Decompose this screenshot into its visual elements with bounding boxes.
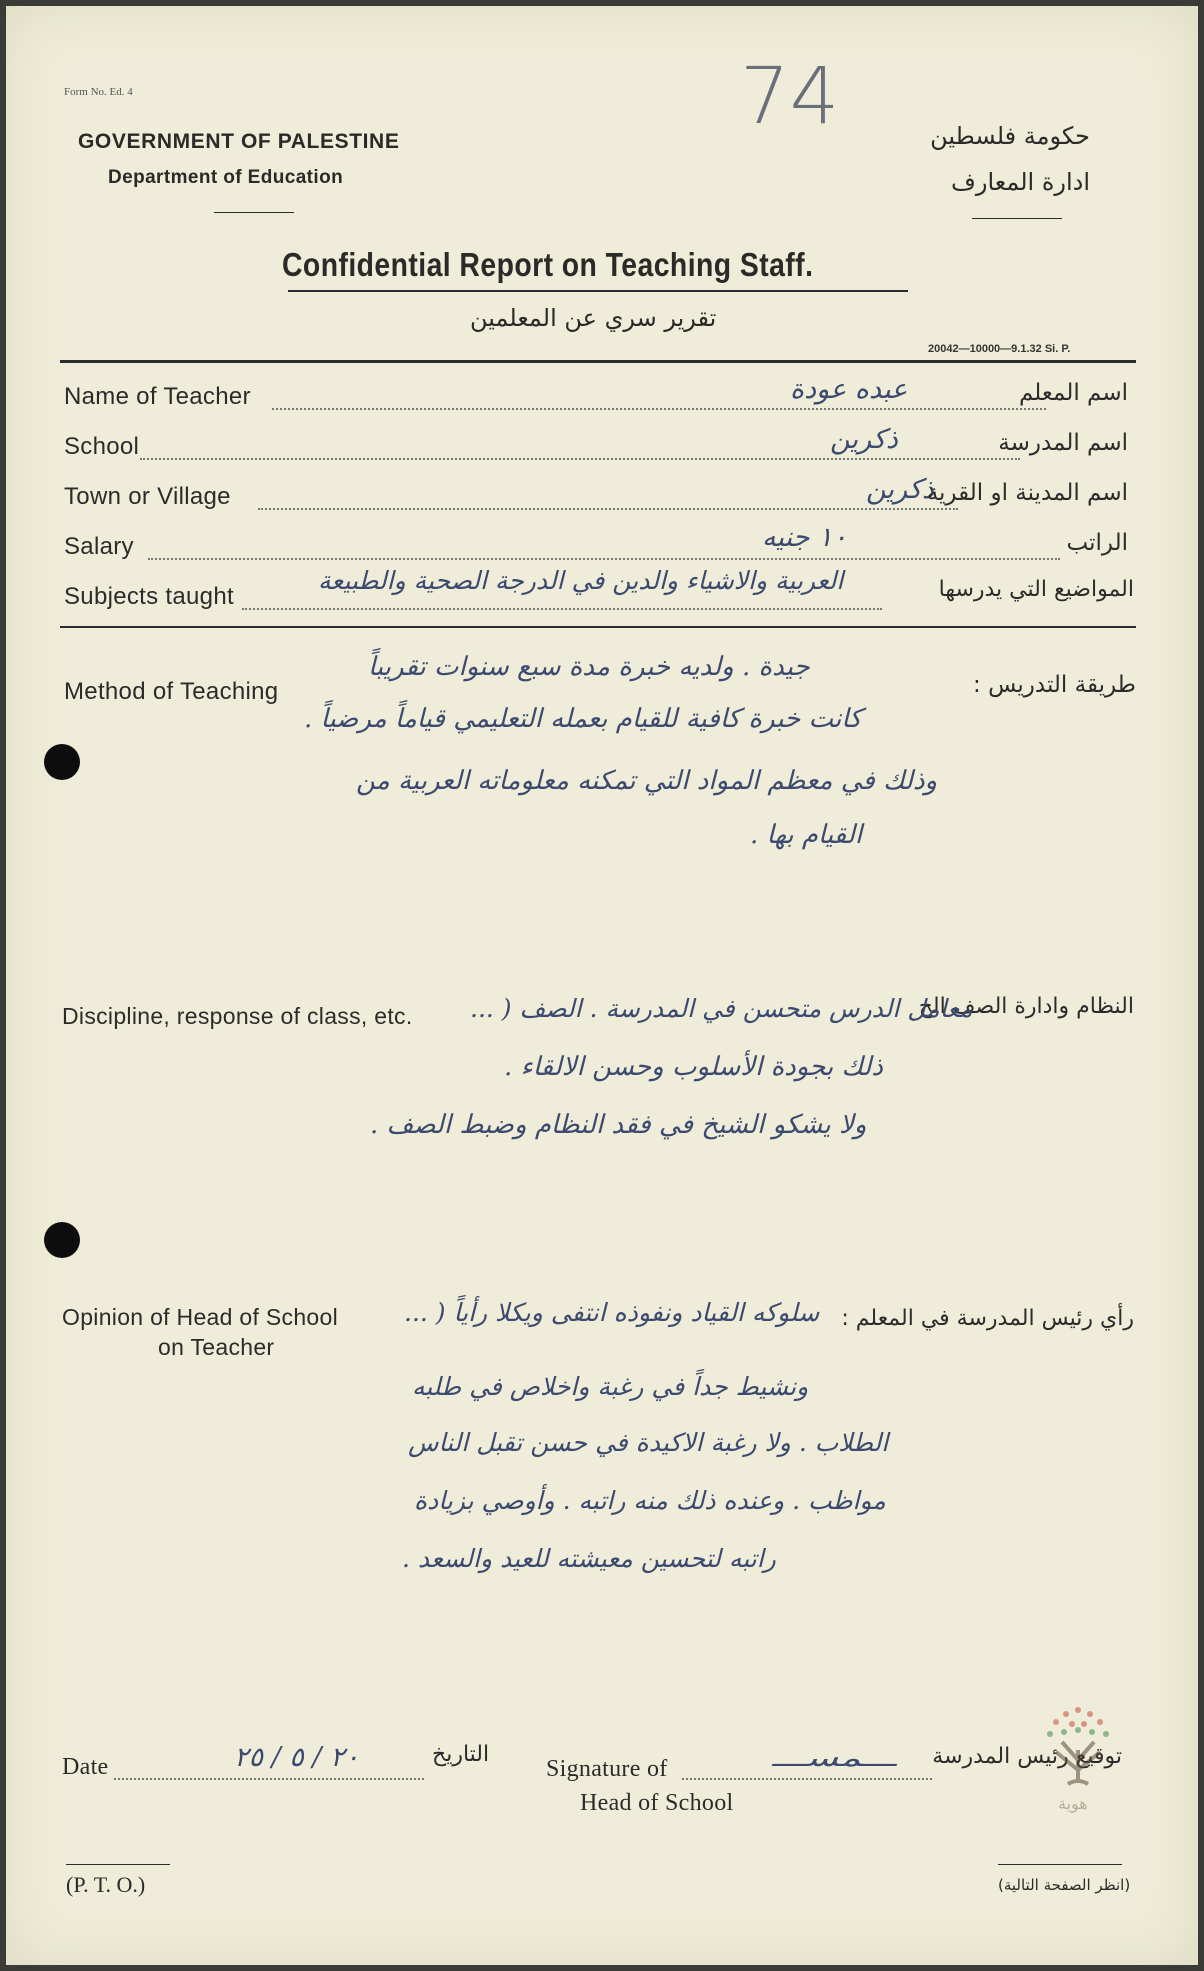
pto-en: (P. T. O.): [66, 1872, 146, 1897]
footer-rule-right: [998, 1864, 1122, 1865]
field-dotted-line: [258, 508, 958, 510]
print-code: 20042—10000—9.1.32 Si. P.: [928, 343, 1071, 355]
section-rule-fields: [60, 626, 1136, 628]
department-title-ar: ادارة المعارف: [950, 168, 1090, 196]
signature-label-ar: توقيع رئيس المدرسة: [932, 1744, 1122, 1769]
title-underline: [288, 290, 908, 292]
field-dotted-line: [242, 608, 882, 610]
field-label-en: Salary: [64, 533, 134, 560]
field-value-handwritten: ذكرين: [830, 424, 898, 455]
report-title-ar: تقرير سري عن المعلمين: [470, 304, 717, 332]
field-value-handwritten: العربية والاشياء والدين في الدرجة الصحية والطبيعة: [318, 566, 844, 595]
date-value-handwritten: ٢٠ / ٥ / ٢٥: [234, 1742, 360, 1773]
discipline-line-3: ولا يشكو الشيخ في فقد النظام وضبط الصف .: [370, 1110, 867, 1140]
opinion-line-5: راتبه لتحسين معيشته للعيد والسعد .: [402, 1544, 776, 1573]
field-label-en: Subjects taught: [64, 583, 234, 610]
field-label-ar: اسم المدينة او القرية: [926, 480, 1128, 506]
field-label-en: Town or Village: [64, 483, 231, 510]
signature-label-en-2: Head of School: [580, 1790, 734, 1816]
opinion-line-2: ونشيط جداً في رغبة واخلاص في طلبه: [412, 1372, 809, 1401]
watermark-logo: [1028, 1700, 1128, 1830]
field-label-en: School: [64, 433, 140, 460]
field-dotted-line: [140, 458, 1020, 460]
signature-dotted-line: [682, 1778, 932, 1780]
field-label-en: Name of Teacher: [64, 383, 251, 410]
method-line-1: جيدة . ولديه خبرة مدة سبع سنوات تقريباً: [368, 652, 810, 682]
opinion-label-en-2: on Teacher: [158, 1334, 275, 1360]
signature-label-en-1: Signature of: [546, 1756, 668, 1782]
pto-ar: (انظر الصفحة التالية): [998, 1876, 1131, 1894]
field-value-handwritten: عبده عودة: [790, 374, 908, 405]
footer-rule-left: [66, 1864, 170, 1865]
date-label-en: Date: [62, 1754, 109, 1780]
signature-scribble: ـــمســـ: [772, 1744, 896, 1772]
discipline-label-ar: النظام وادارة الصف الخ: [918, 994, 1134, 1019]
document-page: [6, 6, 1198, 1965]
report-title-en: Confidential Report on Teaching Staff.: [282, 246, 814, 283]
field-value-handwritten: ذكرين: [866, 474, 934, 505]
date-dotted-line: [114, 1778, 424, 1780]
opinion-line-4: مواظب . وعنده ذلك منه راتبه . وأوصي بزيادة: [414, 1486, 886, 1515]
handwritten-page-number: 74: [740, 52, 840, 142]
date-label-ar: التاريخ: [432, 1742, 490, 1767]
field-label-ar: اسم المعلم: [1019, 380, 1128, 406]
opinion-line-3: الطلاب . ولا رغبة الاكيدة في حسن تقبل الناس: [408, 1428, 889, 1457]
discipline-line-1: معامل الدرس متحسن في المدرسة . الصف ( ...: [470, 994, 973, 1023]
form-number: Form No. Ed. 4: [64, 86, 133, 98]
punch-hole-upper: [44, 744, 80, 780]
government-title-en: GOVERNMENT OF PALESTINE: [78, 130, 400, 153]
method-line-4: القيام بها .: [750, 820, 863, 850]
government-title-ar: حكومة فلسطين: [930, 122, 1090, 150]
header-short-rule-right: [972, 218, 1062, 219]
field-label-ar: اسم المدرسة: [998, 430, 1128, 456]
method-label-ar: طريقة التدريس :: [973, 672, 1136, 698]
method-line-3: وذلك في معظم المواد التي تمكنه معلوماته العربية من: [356, 766, 938, 796]
opinion-line-1: سلوكه القياد ونفوذه انتفى ويكلا رأياً ( ...: [404, 1298, 820, 1327]
punch-hole-lower: [44, 1222, 80, 1258]
method-line-2: كانت خبرة كافية للقيام بعمله التعليمي قياماً مرضياً .: [304, 704, 862, 734]
field-label-ar: المواضيع التي يدرسها: [938, 577, 1134, 602]
watermark-text: هوية: [1058, 1794, 1088, 1813]
opinion-label-ar: رأي رئيس المدرسة في المعلم :: [841, 1306, 1134, 1331]
discipline-line-2: ذلك بجودة الأسلوب وحسن الالقاء .: [504, 1052, 883, 1082]
field-label-ar: الراتب: [1066, 530, 1128, 556]
field-dotted-line: [148, 558, 1060, 560]
field-dotted-line: [272, 408, 1046, 410]
opinion-label-en-1: Opinion of Head of School: [62, 1304, 339, 1330]
section-rule-top: [60, 360, 1136, 363]
department-title-en: Department of Education: [108, 167, 344, 188]
header-short-rule-left: [214, 212, 294, 213]
field-value-handwritten: ١٠ جنيه: [762, 522, 848, 553]
discipline-label-en: Discipline, response of class, etc.: [62, 1003, 413, 1029]
method-label-en: Method of Teaching: [64, 678, 279, 705]
